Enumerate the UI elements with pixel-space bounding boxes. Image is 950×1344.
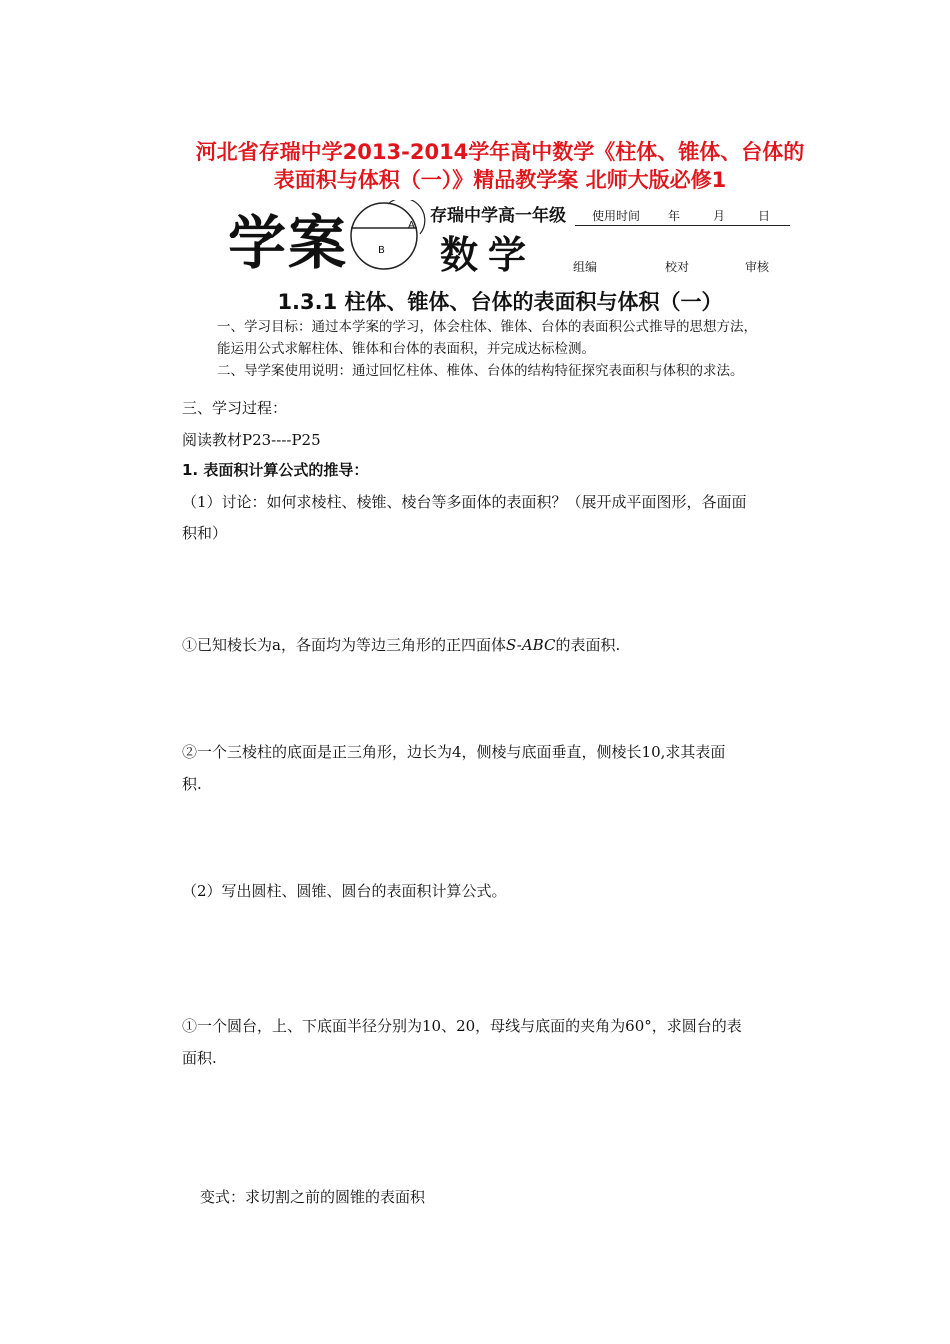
question-2: （2）写出圆柱、圆锥、圆台的表面积计算公式。 [182,882,507,900]
banner-year: 年 [668,209,681,223]
reading-line: 阅读教材P23----P25 [182,431,321,449]
document-title-line-1: 河北省存瑞中学2013-2014学年高中数学《柱体、锥体、台体的 [195,140,805,164]
banner-compile: 组编 [573,260,598,274]
question-1-line-1: （1）讨论：如何求棱柱、棱锥、棱台等多面体的表面积？（展开成平面图形，各面面 [182,493,747,511]
banner-use-time: 使用时间 [592,209,641,223]
example-3-line-1: ①一个圆台，上、下底面半径分别为10、20，母线与底面的夹角为60°，求圆台的表 [182,1017,742,1035]
circle-label-a: A [408,220,415,231]
example-1 [182,631,820,659]
variant-line: 变式：求切割之前的圆锥的表面积 [200,1188,426,1206]
example-3-line-2: 面积. [182,1049,217,1067]
example-1-italic: S-ABC [505,636,556,654]
banner-subject: 数学 [440,233,537,277]
banner-month: 月 [713,209,726,223]
circle-outline [351,203,417,269]
circle-logo-icon [340,200,436,272]
section-1-heading: 1. 表面积计算公式的推导： [182,461,369,479]
example-2-line-1: ②一个三棱柱的底面是正三角形，边长为4，侧棱与底面垂直，侧棱长10,求其表面 [182,743,726,761]
banner-day: 日 [758,209,771,223]
circle-label-b: B [378,245,385,256]
example-2-line-2: 积. [182,775,202,793]
banner-grade: 存瑞中学高一年级 [430,206,566,226]
goal-line-3: 二、导学案使用说明：通过回忆柱体、椎体、台体的结构特征探究表面积与体积的求法。 [217,363,744,379]
goal-line-2: 能运用公式求解柱体、锥体和台体的表面积，并完成达标检测。 [217,341,595,357]
banner-proofread: 校对 [665,260,690,274]
goal-line-1: 一、学习目标：通过本学案的学习，体会柱体、锥体、台体的表面积公式推导的思想方法， [217,319,757,335]
example-1-suffix: 的表面积. [555,636,621,654]
question-1-line-2: 积和） [182,524,228,542]
document-title-line-2: 表面积与体积（一）》精品教学案 北师大版必修1 [273,168,727,192]
banner-review: 审核 [745,260,770,274]
banner-xuean-heading: 学案 [228,209,349,277]
banner-rule [575,225,790,226]
process-heading: 三、学习过程： [182,399,288,417]
lesson-title: 1.3.1 柱体、锥体、台体的表面积与体积（一） [277,290,723,314]
example-1-prefix: ①已知棱长为a，各面均为等边三角形的正四面体 [182,636,506,654]
